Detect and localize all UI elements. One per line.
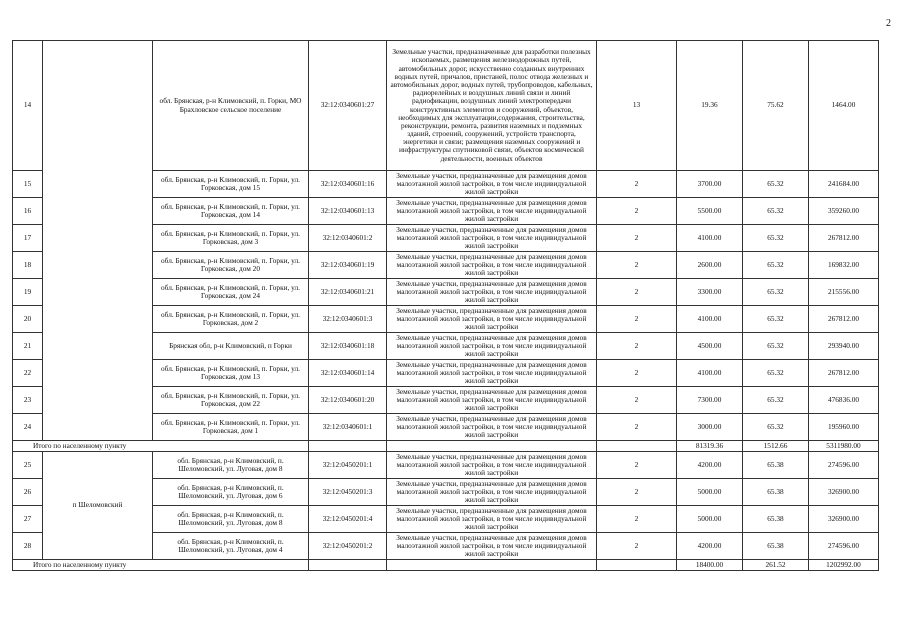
- settlement-cell: [43, 41, 153, 441]
- row-number-cell: 26: [13, 479, 43, 506]
- rate-cell: 65.32: [743, 387, 809, 414]
- empty-cell: [309, 441, 387, 452]
- table-row: [13, 452, 879, 479]
- settlement-cell: п Шеломовский: [43, 452, 153, 560]
- cadastral-number-cell: 32:12:0340601:2: [309, 225, 387, 252]
- group-number-cell: 2: [597, 333, 677, 360]
- cadastral-number-cell: 32:12:0340601:27: [309, 41, 387, 171]
- rate-cell: 65.38: [743, 479, 809, 506]
- area-cell: 4100.00: [677, 360, 743, 387]
- address-cell: обл. Брянская, р-н Климовский, п. Горки, ул. Горковская, дом 20: [153, 252, 309, 279]
- cadastral-number-cell: 32:12:0340601:1: [309, 414, 387, 441]
- row-number-cell: 28: [13, 533, 43, 560]
- cadastral-number-cell: 32:12:0340601:3: [309, 306, 387, 333]
- land-plots-table: [12, 40, 879, 571]
- row-number-cell: 22: [13, 360, 43, 387]
- area-cell: 5000.00: [677, 479, 743, 506]
- rate-cell: 65.32: [743, 198, 809, 225]
- address-cell: обл. Брянская, р-н Климовский, п. Горки, МО Брахловское сельское поселение: [153, 41, 309, 171]
- total-label-cell: Итого по населенному пункту: [13, 560, 309, 571]
- empty-cell: [309, 560, 387, 571]
- cadastral-cost-cell: 215556.00: [809, 279, 879, 306]
- cadastral-cost-cell: 274596.00: [809, 452, 879, 479]
- cadastral-cost-cell: 241684.00: [809, 171, 879, 198]
- cadastral-cost-cell: 293940.00: [809, 333, 879, 360]
- table-row: [13, 41, 879, 171]
- area-cell: 19.36: [677, 41, 743, 171]
- cadastral-number-cell: 32:12:0340601:18: [309, 333, 387, 360]
- land-use-type-cell: Земельные участки, предназначенные для размещения домов малоэтажной жилой застройки, в том числе индивидуальной жилой застройки: [387, 506, 597, 533]
- empty-cell: [387, 560, 597, 571]
- land-use-type-cell: Земельные участки, предназначенные для размещения домов малоэтажной жилой застройки, в том числе индивидуальной жилой застройки: [387, 306, 597, 333]
- area-cell: 3000.00: [677, 414, 743, 441]
- total-cost-cell: 5311980.00: [809, 441, 879, 452]
- rate-cell: 65.38: [743, 452, 809, 479]
- group-number-cell: 2: [597, 252, 677, 279]
- row-number-cell: 24: [13, 414, 43, 441]
- total-rate-cell: 261.52: [743, 560, 809, 571]
- empty-cell: [597, 560, 677, 571]
- cadastral-cost-cell: 267812.00: [809, 225, 879, 252]
- area-cell: 5500.00: [677, 198, 743, 225]
- land-use-type-cell: Земельные участки, предназначенные для размещения домов малоэтажной жилой застройки, в том числе индивидуальной жилой застройки: [387, 387, 597, 414]
- rate-cell: 65.32: [743, 333, 809, 360]
- rate-cell: 65.32: [743, 414, 809, 441]
- rate-cell: 75.62: [743, 41, 809, 171]
- area-cell: 7300.00: [677, 387, 743, 414]
- cadastral-cost-cell: 1464.00: [809, 41, 879, 171]
- row-number-cell: 27: [13, 506, 43, 533]
- area-cell: 4200.00: [677, 452, 743, 479]
- rate-cell: 65.38: [743, 506, 809, 533]
- rate-cell: 65.32: [743, 306, 809, 333]
- cadastral-cost-cell: 326900.00: [809, 506, 879, 533]
- area-cell: 4100.00: [677, 306, 743, 333]
- group-number-cell: 2: [597, 414, 677, 441]
- group-number-cell: 2: [597, 306, 677, 333]
- row-number-cell: 20: [13, 306, 43, 333]
- total-row: [13, 441, 879, 452]
- cadastral-cost-cell: 267812.00: [809, 306, 879, 333]
- cadastral-cost-cell: 326900.00: [809, 479, 879, 506]
- row-number-cell: 17: [13, 225, 43, 252]
- address-cell: обл. Брянская, р-н Климовский, п. Горки, ул. Горковская, дом 22: [153, 387, 309, 414]
- total-rate-cell: 1512.66: [743, 441, 809, 452]
- total-area-cell: 81319.36: [677, 441, 743, 452]
- land-use-type-cell: Земельные участки, предназначенные для размещения домов малоэтажной жилой застройки, в том числе индивидуальной жилой застройки: [387, 333, 597, 360]
- address-cell: обл. Брянская, р-н Климовский, п. Шеломовский, ул. Луговая, дом 4: [153, 533, 309, 560]
- cadastral-number-cell: 32:12:0450201:1: [309, 452, 387, 479]
- land-use-type-cell: Земельные участки, предназначенные для размещения домов малоэтажной жилой застройки, в том числе индивидуальной жилой застройки: [387, 225, 597, 252]
- land-use-type-cell: Земельные участки, предназначенные для размещения домов малоэтажной жилой застройки, в том числе индивидуальной жилой застройки: [387, 279, 597, 306]
- cadastral-cost-cell: 267812.00: [809, 360, 879, 387]
- total-cost-cell: 1202992.00: [809, 560, 879, 571]
- land-use-type-cell: Земельные участки, предназначенные для размещения домов малоэтажной жилой застройки, в том числе индивидуальной жилой застройки: [387, 198, 597, 225]
- land-use-type-cell: Земельные участки, предназначенные для размещения домов малоэтажной жилой застройки, в том числе индивидуальной жилой застройки: [387, 533, 597, 560]
- land-use-type-cell: Земельные участки, предназначенные для разработки полезных ископаемых, размещения железнодорожных путей, автомобильных дорог, искусственно созданных внутренних водных путей, причалов, пристаней, полос отвода железных и автомобильных дорог, водных путей, трубопроводов, кабельных, радиорелейных и воздушных линий связи и линий радиофикации, воздушных линий электропередачи конструктивных элементов и сооружений, объектов, необходимых для эксплуатации,содержания, строительства, реконструкции, ремонта, развития наземных и подземных зданий, строений, сооружений, устройств транспорта, энергетики и связи; размещения наземных сооружений и инфраструктуры спутниковой связи, объектов космической деятельности, военных объектов: [387, 41, 597, 171]
- row-number-cell: 18: [13, 252, 43, 279]
- row-number-cell: 21: [13, 333, 43, 360]
- group-number-cell: 13: [597, 41, 677, 171]
- land-use-type-cell: Земельные участки, предназначенные для размещения домов малоэтажной жилой застройки, в том числе индивидуальной жилой застройки: [387, 252, 597, 279]
- total-area-cell: 18400.00: [677, 560, 743, 571]
- row-number-cell: 19: [13, 279, 43, 306]
- rate-cell: 65.38: [743, 533, 809, 560]
- rate-cell: 65.32: [743, 279, 809, 306]
- land-use-type-cell: Земельные участки, предназначенные для размещения домов малоэтажной жилой застройки, в том числе индивидуальной жилой застройки: [387, 414, 597, 441]
- area-cell: 3700.00: [677, 171, 743, 198]
- group-number-cell: 2: [597, 198, 677, 225]
- row-number-cell: 14: [13, 41, 43, 171]
- address-cell: Брянская обл, р-н Климовский, п Горки: [153, 333, 309, 360]
- cadastral-number-cell: 32:12:0340601:20: [309, 387, 387, 414]
- cadastral-number-cell: 32:12:0340601:21: [309, 279, 387, 306]
- address-cell: обл. Брянская, р-н Климовский, п. Горки, ул. Горковская, дом 1: [153, 414, 309, 441]
- address-cell: обл. Брянская, р-н Климовский, п. Горки, ул. Горковская, дом 2: [153, 306, 309, 333]
- cadastral-number-cell: 32:12:0340601:16: [309, 171, 387, 198]
- cadastral-number-cell: 32:12:0450201:4: [309, 506, 387, 533]
- empty-cell: [387, 441, 597, 452]
- address-cell: обл. Брянская, р-н Климовский, п. Горки, ул. Горковская, дом 3: [153, 225, 309, 252]
- cadastral-cost-cell: 359260.00: [809, 198, 879, 225]
- group-number-cell: 2: [597, 387, 677, 414]
- area-cell: 4500.00: [677, 333, 743, 360]
- rate-cell: 65.32: [743, 252, 809, 279]
- cadastral-number-cell: 32:12:0340601:13: [309, 198, 387, 225]
- area-cell: 4100.00: [677, 225, 743, 252]
- group-number-cell: 2: [597, 479, 677, 506]
- row-number-cell: 25: [13, 452, 43, 479]
- row-number-cell: 23: [13, 387, 43, 414]
- address-cell: обл. Брянская, р-н Климовский, п. Горки, ул. Горковская, дом 24: [153, 279, 309, 306]
- cadastral-number-cell: 32:12:0340601:14: [309, 360, 387, 387]
- cadastral-cost-cell: 476836.00: [809, 387, 879, 414]
- rate-cell: 65.32: [743, 171, 809, 198]
- cadastral-cost-cell: 195960.00: [809, 414, 879, 441]
- cadastral-cost-cell: 169832.00: [809, 252, 879, 279]
- address-cell: обл. Брянская, р-н Климовский, п. Горки, ул. Горковская, дом 13: [153, 360, 309, 387]
- land-use-type-cell: Земельные участки, предназначенные для размещения домов малоэтажной жилой застройки, в том числе индивидуальной жилой застройки: [387, 479, 597, 506]
- area-cell: 2600.00: [677, 252, 743, 279]
- land-use-type-cell: Земельные участки, предназначенные для размещения домов малоэтажной жилой застройки, в том числе индивидуальной жилой застройки: [387, 171, 597, 198]
- address-cell: обл. Брянская, р-н Климовский, п. Горки, ул. Горковская, дом 14: [153, 198, 309, 225]
- area-cell: 3300.00: [677, 279, 743, 306]
- land-use-type-cell: Земельные участки, предназначенные для размещения домов малоэтажной жилой застройки, в том числе индивидуальной жилой застройки: [387, 452, 597, 479]
- rate-cell: 65.32: [743, 360, 809, 387]
- row-number-cell: 15: [13, 171, 43, 198]
- page-number: 2: [886, 18, 891, 29]
- address-cell: обл. Брянская, р-н Климовский, п. Шеломовский, ул. Луговая, дом 8: [153, 452, 309, 479]
- group-number-cell: 2: [597, 452, 677, 479]
- group-number-cell: 2: [597, 506, 677, 533]
- row-number-cell: 16: [13, 198, 43, 225]
- land-use-type-cell: Земельные участки, предназначенные для размещения домов малоэтажной жилой застройки, в том числе индивидуальной жилой застройки: [387, 360, 597, 387]
- group-number-cell: 2: [597, 279, 677, 306]
- area-cell: 5000.00: [677, 506, 743, 533]
- cadastral-number-cell: 32:12:0450201:3: [309, 479, 387, 506]
- total-label-cell: Итого по населенному пункту: [13, 441, 309, 452]
- area-cell: 4200.00: [677, 533, 743, 560]
- group-number-cell: 2: [597, 360, 677, 387]
- rate-cell: 65.32: [743, 225, 809, 252]
- address-cell: обл. Брянская, р-н Климовский, п. Шеломовский, ул. Луговая, дом 6: [153, 479, 309, 506]
- group-number-cell: 2: [597, 533, 677, 560]
- empty-cell: [597, 441, 677, 452]
- address-cell: обл. Брянская, р-н Климовский, п. Горки, ул. Горковская, дом 15: [153, 171, 309, 198]
- total-row: [13, 560, 879, 571]
- group-number-cell: 2: [597, 171, 677, 198]
- cadastral-number-cell: 32:12:0340601:19: [309, 252, 387, 279]
- cadastral-cost-cell: 274596.00: [809, 533, 879, 560]
- cadastral-number-cell: 32:12:0450201:2: [309, 533, 387, 560]
- group-number-cell: 2: [597, 225, 677, 252]
- address-cell: обл. Брянская, р-н Климовский, п. Шеломовский, ул. Луговая, дом 8: [153, 506, 309, 533]
